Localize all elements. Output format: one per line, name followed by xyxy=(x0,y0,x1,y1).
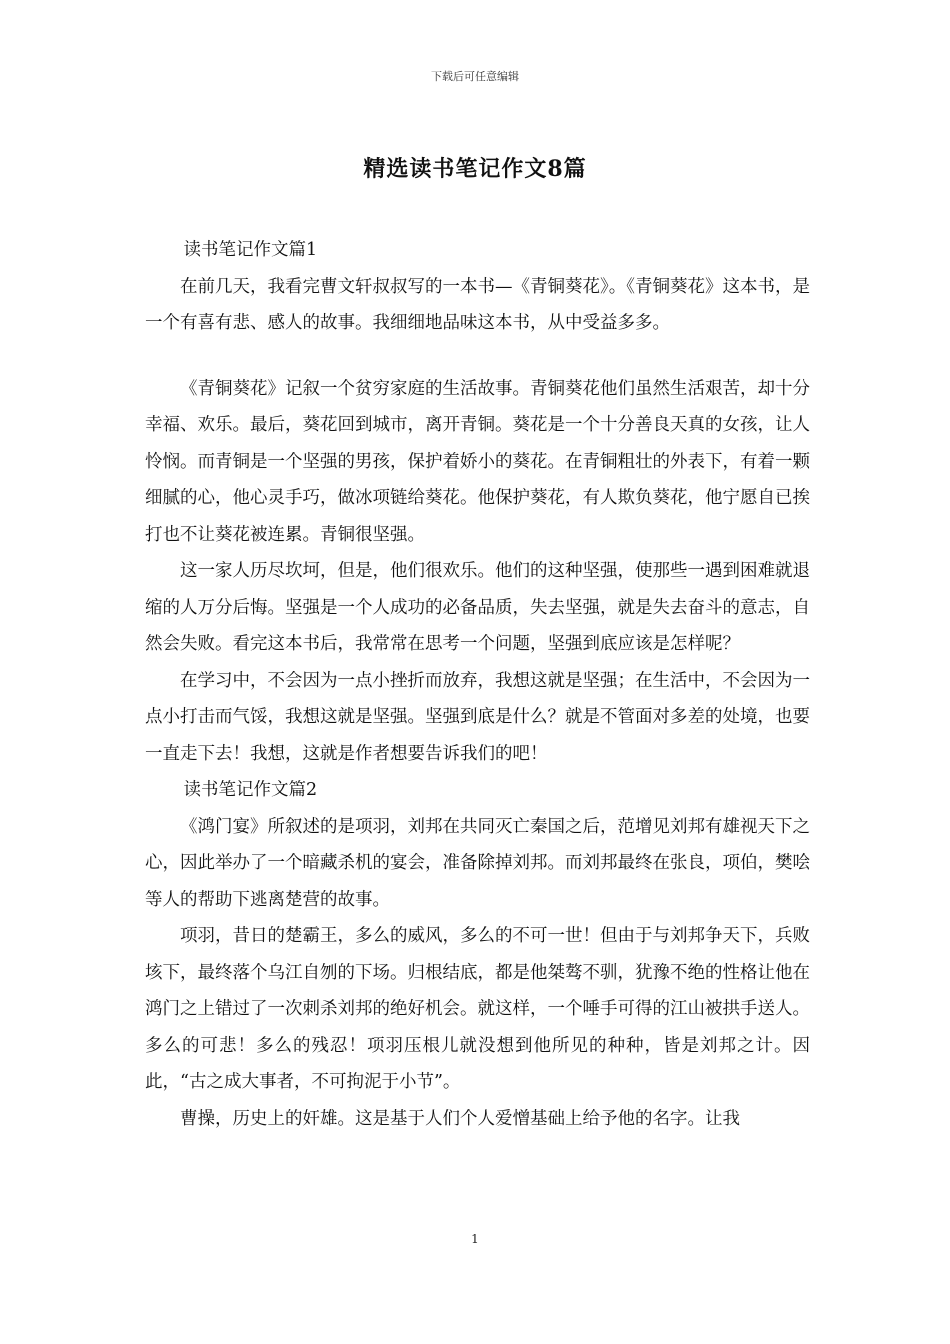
body-paragraph: 这一家人历尽坎坷，但是，他们很欢乐。他们的这种坚强，使那些一遇到困难就退缩的人万分后悔。坚强是一个人成功的必备品质，失去坚强，就是失去奋斗的意志，自然会失败。看完这本书后，我常常在思考一个问题，坚强到底应该是怎样呢？ xyxy=(145,561,810,654)
body-paragraph: 《青铜葵花》记叙一个贫穷家庭的生活故事。青铜葵花他们虽然生活艰苦，却十分幸福、欢乐。最后，葵花回到城市，离开青铜。葵花是一个十分善良天真的女孩，让人怜悯。而青铜是一个坚强的男孩，保护着娇小的葵花。在青铜粗壮的外表下，有着一颗细腻的心，他心灵手巧，做冰项链给葵花。他保护葵花，有人欺负葵花，他宁愿自已挨打也不让葵花被连累。青铜很坚强。 xyxy=(145,378,810,545)
header-note: 下载后可任意编辑 xyxy=(431,70,519,83)
body-paragraph: 曹操，历史上的奸雄。这是基于人们个人爱憎基础上给予他的名字。让我 xyxy=(180,1108,740,1129)
document-body xyxy=(145,232,810,1137)
body-paragraph: 《鸿门宴》所叙述的是项羽，刘邦在共同灭亡秦国之后，范增见刘邦有雄视天下之心，因此举办了一个暗藏杀机的宴会，准备除掉刘邦。而刘邦最终在张良，项伯，樊哙等人的帮助下逃离楚营的故事。 xyxy=(145,816,810,910)
body-paragraph: 在学习中，不会因为一点小挫折而放弃，我想这就是坚强；在生活中，不会因为一点小打击而气馁，我想这就是坚强。坚强到底是什么？就是不管面对多差的处境，也要一直走下去！我想，这就是作者想要告诉我们的吧！ xyxy=(145,670,810,764)
document-title: 精选读书笔记作文8篇 xyxy=(363,156,587,182)
section-heading-1: 读书笔记作文篇1 xyxy=(183,240,318,260)
blank-line xyxy=(145,342,810,371)
page-number: 1 xyxy=(471,1232,479,1246)
body-paragraph: 在前几天，我看完曹文轩叔叔写的一本书—《青铜葵花》。《青铜葵花》这本书，是一个有喜有悲、感人的故事。我细细地品味这本书，从中受益多多。 xyxy=(145,276,810,333)
section-heading-2: 读书笔记作文篇2 xyxy=(183,780,318,800)
body-paragraph: 项羽，昔日的楚霸王，多么的威风，多么的不可一世！但由于与刘邦争天下，兵败垓下，最终落个乌江自刎的下场。归根结底，都是他桀骜不驯，犹豫不绝的性格让他在鸿门之上错过了一次刺杀刘邦的绝好机会。就这样，一个唾手可得的江山被拱手送人。多么的可悲！多么的残忍！项羽压根儿就没想到他所见的种种，皆是刘邦之计。因此，“古之成大事者，不可拘泥于小节”。 xyxy=(145,926,810,1092)
